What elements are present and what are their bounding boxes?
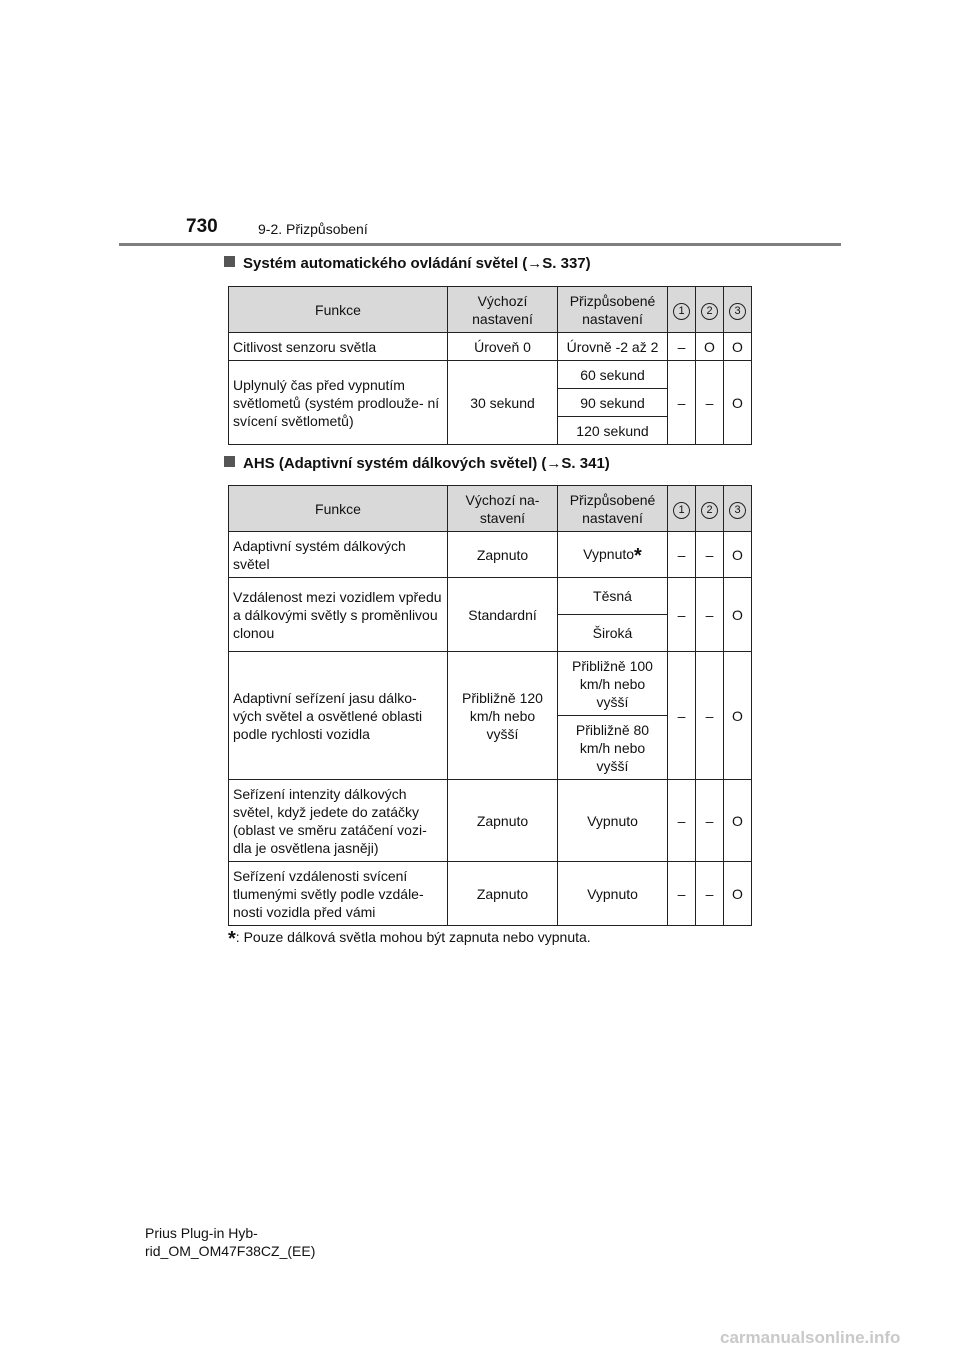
section1-heading-text: Systém automatického ovládání světel (→S. 337) xyxy=(243,255,591,272)
circle-3-icon: 3 xyxy=(729,502,746,519)
asterisk-mark: * xyxy=(228,928,236,950)
footer-line-2: rid_OM_OM47F38CZ_(EE) xyxy=(145,1243,316,1259)
section2-heading xyxy=(224,455,610,472)
asterisk-mark: * xyxy=(634,544,642,567)
col-funkce: Funkce xyxy=(229,287,448,333)
table-row: Seřízení vzdálenosti svícení tlumenými světly podle vzdále- nosti vozidla před vámi Zapnuto Vypnuto – – O xyxy=(229,862,752,926)
section-title: 9-2. Přizpůsobení xyxy=(258,221,368,237)
watermark: carmanualsonline.info xyxy=(720,1328,901,1347)
footnote xyxy=(228,928,591,951)
footer-line-1: Prius Plug-in Hyb- xyxy=(145,1225,258,1241)
table-row: Uplynulý čas před vypnutím světlometů (systém prodlouže- ní svícení světlometů) 30 sekund 60 sekund – – O xyxy=(229,361,752,389)
ahs-table: Funkce Výchozí na- stavení Přizpůsobené nastavení 1 2 3 Adaptivní systém dálkových světel Zapnuto Vypnuto* – – O Vzdálenost mezi vozidlem vpředu a dálkovými světly s proměnlivou clonou Standardní Těsná – – O Široká Adaptivní seřízení jasu dálko- vých světel a osvětlené oblasti podle rychlosti vozidla Přibližně 120 km/h nebo vyšší Přibližně 100 km/h nebo vyšší – – O Přibližně 80 km/h nebo vyšší Seřízení intenzity dálkových světel, když jedete do zatáčky (oblast ve směru zatáčení vozi- dla je osvětlena jasněji) Zapnuto Vypnuto – – O Seřízení vzdálenosti svícení tlumenými světly podle vzdále- nosti vozidla před vámi Zapnuto Vypnuto – – O xyxy=(228,485,752,926)
footnote-text: : Pouze dálková světla mohou být zapnuta nebo vypnuta. xyxy=(235,929,591,945)
table-row: Adaptivní seřízení jasu dálko- vých světel a osvětlené oblasti podle rychlosti vozidla Přibližně 120 km/h nebo vyšší Přibližně 100 km/h nebo vyšší – – O xyxy=(229,652,752,716)
table-row: Citlivost senzoru světla Úroveň 0 Úrovně -2 až 2 – O O xyxy=(229,333,752,361)
table-row: Adaptivní systém dálkových světel Zapnuto Vypnuto* – – O xyxy=(229,532,752,578)
section2-heading-text: AHS (Adaptivní systém dálkových světel) (→S. 341) xyxy=(243,455,610,472)
page-number: 730 xyxy=(186,216,218,237)
light-control-table: Funkce Výchozí nastavení Přizpůsobené nastavení 1 2 3 Citlivost senzoru světla Úroveň 0 Úrovně -2 až 2 – O O Uplynulý čas před vypnutím světlometů (systém prodlouže- ní svícení světlometů) 30 sekund 60 sekund – – O 90 sekund 120 sekund xyxy=(228,286,752,445)
col-prizpusobene: Přizpůsobené nastavení xyxy=(558,486,668,532)
section1-heading xyxy=(224,255,591,272)
col-prizpusobene: Přizpůsobené nastavení xyxy=(558,287,668,333)
col-vychozi: Výchozí nastavení xyxy=(448,287,558,333)
circle-2-icon: 2 xyxy=(701,303,718,320)
table-row: Seřízení intenzity dálkových světel, když jedete do zatáčky (oblast ve směru zatáčení vozi- dla je osvětlena jasněji) Zapnuto Vypnuto – – O xyxy=(229,780,752,862)
col-vychozi: Výchozí na- stavení xyxy=(448,486,558,532)
circle-1-icon: 1 xyxy=(673,502,690,519)
circle-3-icon: 3 xyxy=(729,303,746,320)
col-funkce: Funkce xyxy=(229,486,448,532)
circle-1-icon: 1 xyxy=(673,303,690,320)
header-rule xyxy=(119,243,841,246)
square-bullet-icon xyxy=(224,456,235,467)
table-row: Vzdálenost mezi vozidlem vpředu a dálkovými světly s proměnlivou clonou Standardní Těsná – – O xyxy=(229,578,752,615)
circle-2-icon: 2 xyxy=(701,502,718,519)
square-bullet-icon xyxy=(224,256,235,267)
